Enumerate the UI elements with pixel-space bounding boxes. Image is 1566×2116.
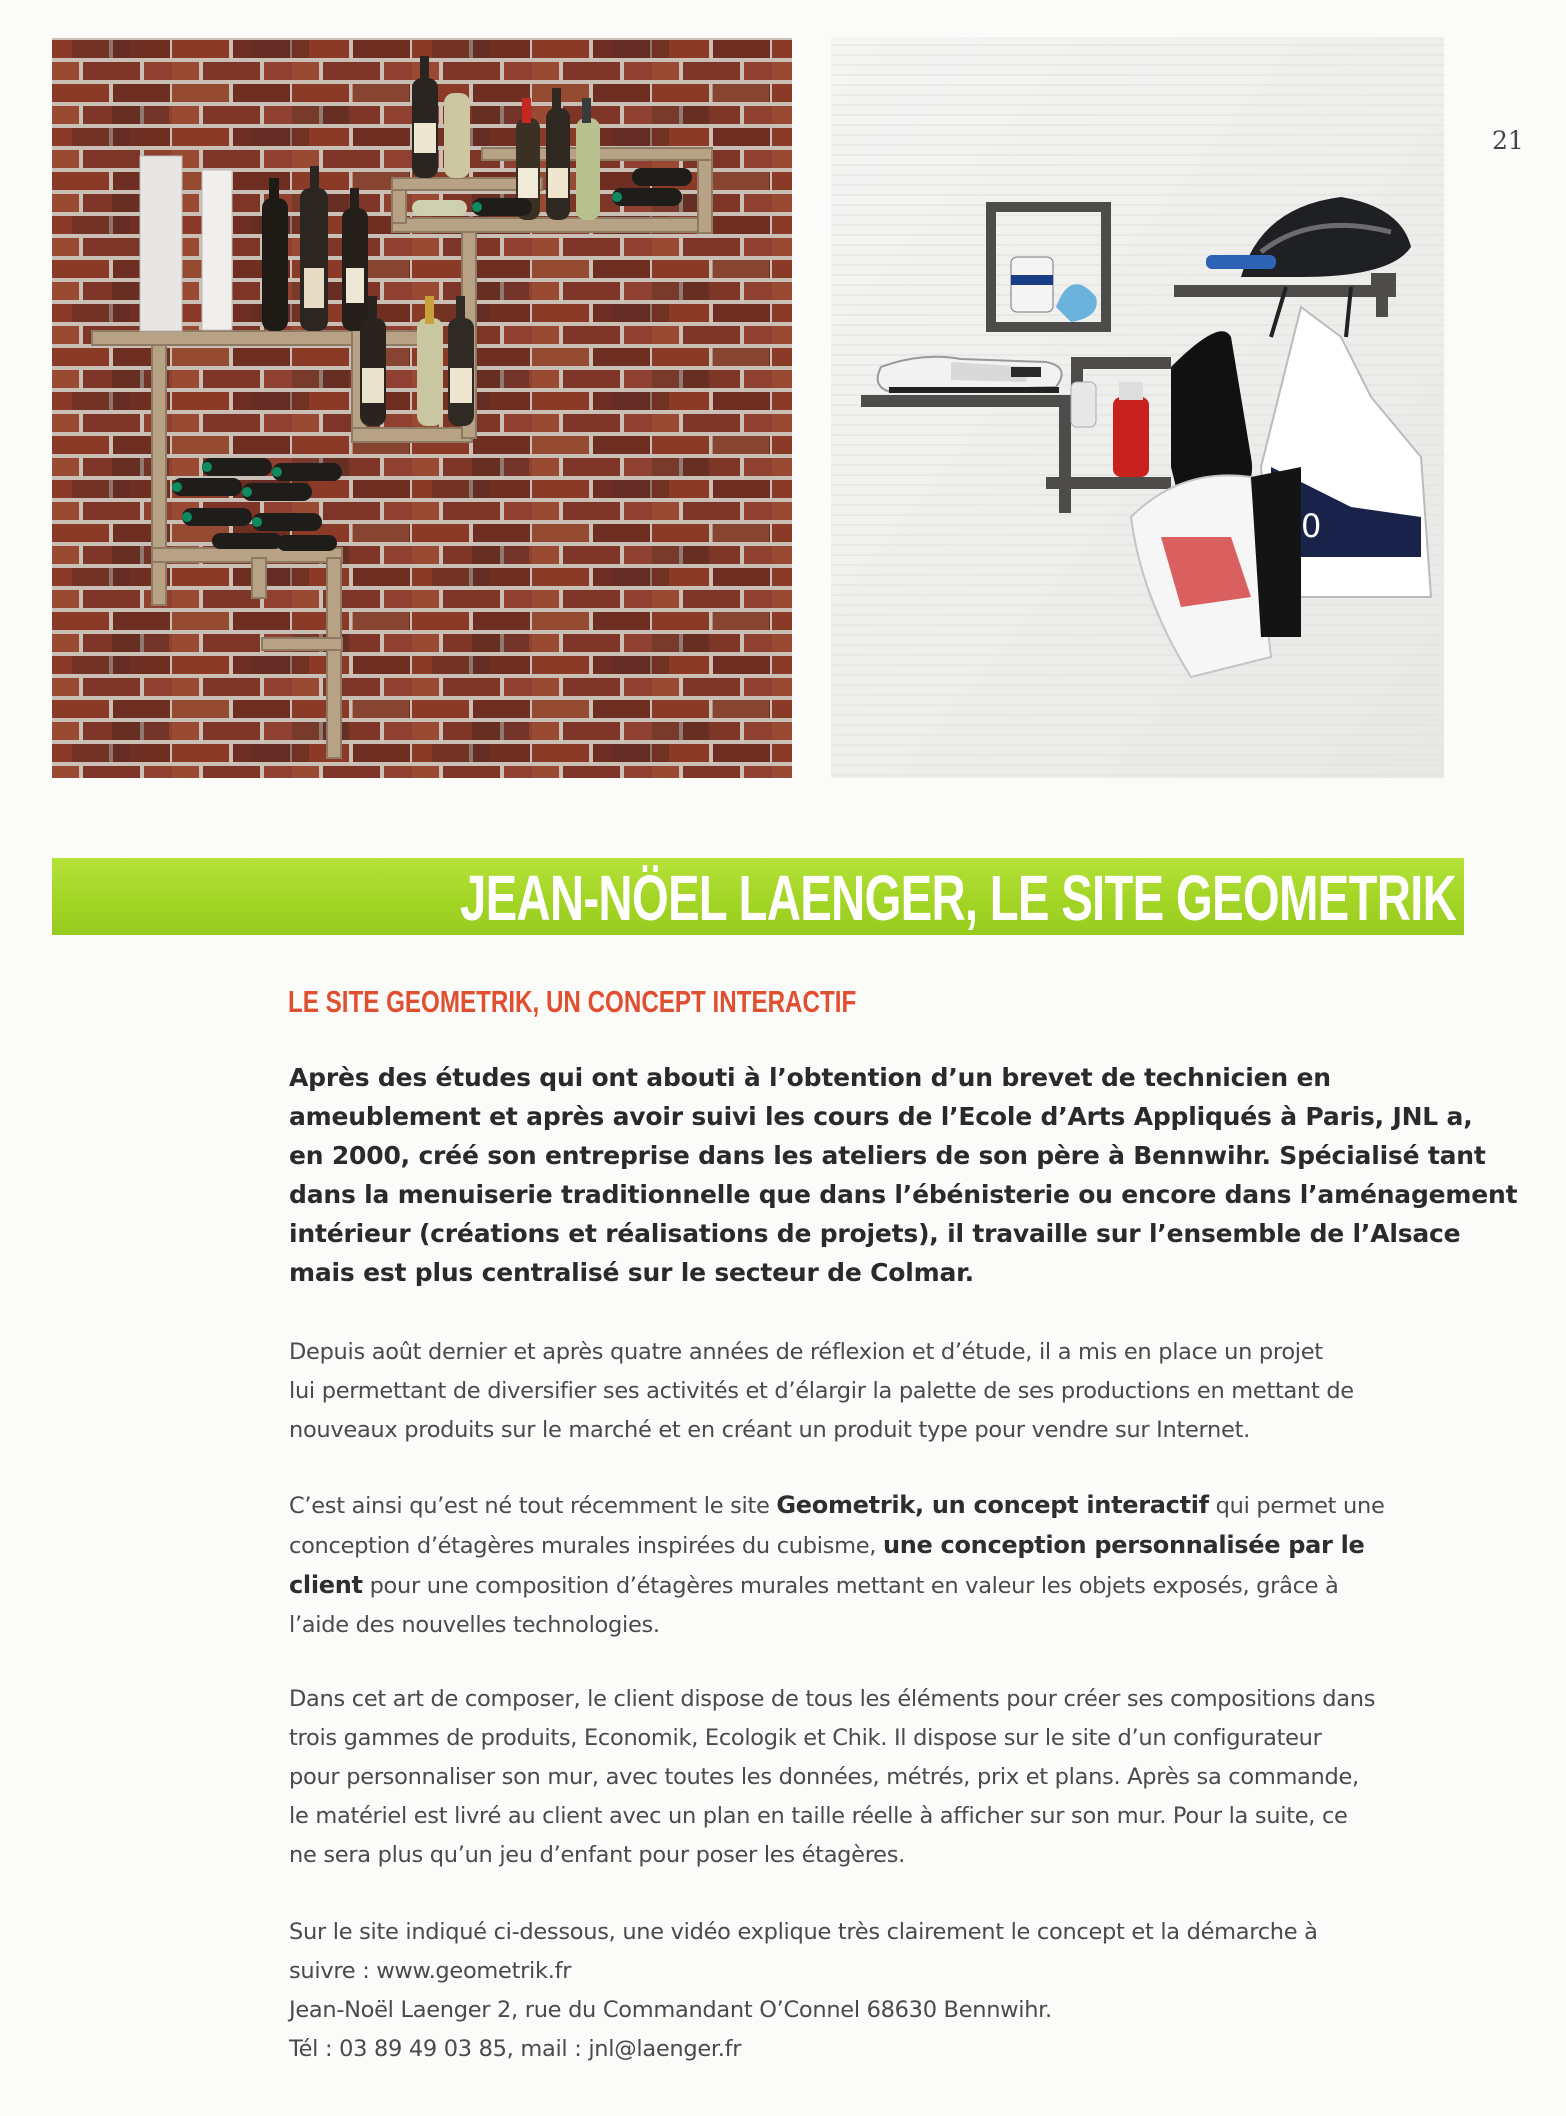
section-heading: LE SITE GEOMETRIK, UN CONCEPT INTERACTIF	[288, 984, 857, 1019]
text-line: Dans cet art de composer, le client dispose de tous les éléments pour créer ses compositions dans	[289, 1686, 1376, 1712]
sport-shelf-photo	[831, 37, 1444, 778]
wine-shelf-photo	[52, 38, 792, 778]
text-line	[289, 1566, 1469, 1606]
text-line: nouveaux produits sur le marché et en créant un produit type pour vendre sur Internet.	[289, 1417, 1250, 1443]
text-line: lui permettant de diversifier ses activités et d’élargir la palette de ses productions en mettant de	[289, 1378, 1354, 1404]
banner-title: JEAN-NÖEL LAENGER, LE SITE GEOMETRIK	[459, 862, 1456, 934]
text-line: l’aide des nouvelles technologies.	[289, 1612, 660, 1638]
text-line: ne sera plus qu’un jeu d’enfant pour poser les étagères.	[289, 1842, 905, 1868]
text-line: pour personnaliser son mur, avec toutes les données, métrés, prix et plans. Après sa commande,	[289, 1764, 1359, 1790]
text-line: le matériel est livré au client avec un plan en taille réelle à afficher sur son mur. Pour la suite, ce	[289, 1803, 1348, 1829]
lead-line: Après des études qui ont abouti à l’obtention d’un brevet de technicien en	[289, 1063, 1331, 1092]
lead-line: mais est plus centralisé sur le secteur de Colmar.	[289, 1258, 974, 1287]
paragraph-project	[289, 1333, 1469, 1450]
text-line: Depuis août dernier et après quatre années de réflexion et d’étude, il a mis en place un projet	[289, 1339, 1323, 1365]
title-banner	[52, 858, 1464, 935]
lead-line: dans la menuiserie traditionnelle que dans l’ébénisterie ou encore dans l’aménagement	[289, 1180, 1518, 1209]
text-run: C’est ainsi qu’est né tout récemment le site	[289, 1493, 777, 1519]
website-line: suivre : www.geometrik.fr	[289, 1958, 572, 1984]
address-line: Jean-Noël Laenger 2, rue du Commandant O’Connel 68630 Bennwihr.	[289, 1997, 1052, 2023]
text-line: Sur le site indiqué ci-dessous, une vidéo explique très clairement le concept et la démarche à	[289, 1919, 1318, 1945]
text-run: pour une composition d’étagères murales mettant en valeur les objets exposés, grâce à	[362, 1573, 1339, 1599]
paragraph-geometrik	[289, 1486, 1469, 1645]
text-line	[289, 1526, 1469, 1566]
lead-line: ameublement et après avoir suivi les cours de l’Ecole d’Arts Appliqués à Paris, JNL a,	[289, 1102, 1473, 1131]
text-line: trois gammes de produits, Economik, Ecologik et Chik. Il dispose sur le site d’un configurateur	[289, 1725, 1322, 1751]
page-number: 21	[1492, 126, 1524, 155]
text-run: conception d’étagères murales inspirées du cubisme,	[289, 1533, 883, 1559]
lead-paragraph	[289, 1058, 1518, 1292]
contact-line: Tél : 03 89 49 03 85, mail : jnl@laenger.fr	[289, 2036, 742, 2062]
emphasis-text: une conception personnalisée par le	[882, 1531, 1365, 1559]
svg-text:0: 0	[1301, 507, 1322, 545]
paragraph-configurator	[289, 1680, 1469, 1875]
lead-line: intérieur (créations et réalisations de projets), il travaille sur l’ensemble de l’Alsace	[289, 1219, 1461, 1248]
emphasis-text: Geometrik, un concept interactif	[776, 1491, 1209, 1519]
text-line	[289, 1486, 1469, 1526]
paragraph-contact	[289, 1913, 1469, 2069]
text-run: qui permet une	[1208, 1493, 1385, 1519]
lead-line: en 2000, créé son entreprise dans les ateliers de son père à Bennwihr. Spécialisé tant	[289, 1141, 1486, 1170]
emphasis-text: client	[289, 1571, 363, 1599]
